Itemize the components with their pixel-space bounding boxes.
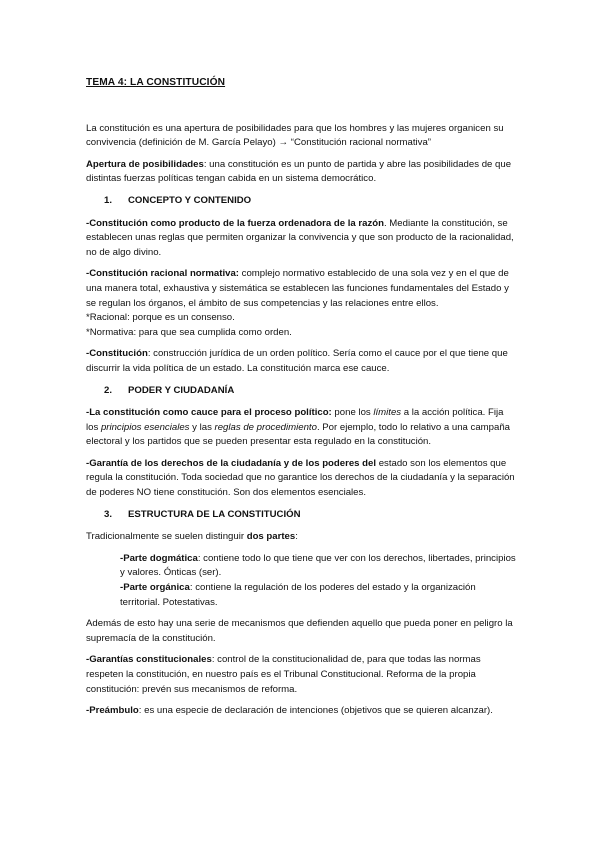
s3-preambulo-paragraph <box>86 704 516 719</box>
apertura-paragraph <box>86 158 516 187</box>
page-title: TEMA 4: LA CONSTITUCIÓN <box>86 77 226 88</box>
s1-p2-text: complejo normativo establecido de una sola vez y en el que de una manera total, exhaustiva y sistemática se establecen las funciones fundamentales del Estado y se regulan los órganos, el ámbito de sus competencias y las relaciones entre ellos. <box>86 268 509 309</box>
s2-p2-text: estado son los elementos que regula la constitución. Toda sociedad que no garantice los derechos de la ciudadanía y la separación de poderes NO tiene constitución. Son dos elementos esenciales. <box>86 457 515 499</box>
s1-racional-line: *Racional: porque es un consenso. <box>86 312 235 324</box>
s2-p1-text-d: . Por ejemplo, todo lo relativo a una campaña electoral y los partidos que se pueden presentar esta regulado en la constitución. <box>86 421 510 448</box>
s1-paragraph-3 <box>86 347 516 376</box>
s3-trad-text-a: Tradicionalmente se suelen distinguir <box>86 531 247 543</box>
s2-p1-text-a: pone los <box>331 407 374 419</box>
s3-pre-text: : es una especie de declaración de intenciones (objetivos que se quieren alcanzar). <box>138 705 493 717</box>
s3-org-label: -Parte orgánica <box>120 582 190 594</box>
s2-p2-label: -Garantía de los derechos de la ciudadanía y de los poderes del <box>86 457 377 469</box>
s3-dog-text: : contiene todo lo que tiene que ver con los derechos, libertades, principios y valores. Ónticas (ser). <box>120 552 516 579</box>
s2-p1-label: -La constitución como cauce para el proceso político: <box>86 407 332 419</box>
s2-paragraph-2 <box>86 457 516 501</box>
s1-p1-text: . Mediante la constitución, se establecen unas reglas que permiten organizar la convivencia y que son producto de la racionalidad, no de algo divino. <box>86 217 514 258</box>
s2-p1-reglas: reglas de procedimiento <box>214 421 317 433</box>
s3-parte-dogmatica <box>86 552 516 581</box>
s3-pre-label: -Preámbulo <box>86 705 139 717</box>
s2-p1-limites: límites <box>373 407 402 419</box>
s1-paragraph-2 <box>86 267 516 311</box>
s1-p2-label: -Constitución racional normativa: <box>86 268 239 280</box>
s3-ademas-paragraph: Además de esto hay una serie de mecanismos que defienden aquello que pueda poner en peligro la supremacía de la constitución. <box>86 618 513 644</box>
s3-dog-label: -Parte dogmática <box>120 552 198 564</box>
s1-paragraph-1 <box>86 217 516 261</box>
s1-p1-label: -Constitución como producto de la fuerza ordenadora de la razón <box>86 217 384 229</box>
s3-gar-label: -Garantías constitucionales <box>86 654 212 666</box>
section-number: 2. <box>104 384 113 396</box>
section-title: CONCEPTO Y CONTENIDO <box>128 194 252 206</box>
s3-tradicionalmente <box>86 530 516 545</box>
s1-p3-text: : construcción jurídica de un orden político. Sería como el cauce por el que tiene que discurrir la vida política de un estado. La constitución marca ese cauce. <box>86 348 508 374</box>
section-title: ESTRUCTURA DE LA CONSTITUCIÓN <box>128 508 301 520</box>
apertura-label: Apertura de posibilidades <box>86 158 204 170</box>
s2-p1-text-c: y las <box>189 421 215 433</box>
document-body <box>86 76 516 726</box>
s3-gar-text: : control de la constitucionalidad de, para que todas las normas respeten la constitución, en nuestro país es el Tribunal Constitucional. Reforma de la propia constitución: prevén sus mecanismos de reforma. <box>86 654 481 695</box>
s2-p1-text-b: a la acción política. Fija los <box>86 407 504 433</box>
intro-paragraph: La constitución es una apertura de posibilidades para que los hombres y las mujeres organicen su convivencia (definición de M. García Pelayo) → “Constitución racional normativa” <box>86 122 504 149</box>
section-heading-2 <box>86 384 516 399</box>
section-number: 1. <box>104 194 113 206</box>
s2-p1-principios: principios esenciales <box>100 421 190 433</box>
s3-org-text: : contiene la regulación de los poderes del estado y la organización territorial. Potestativas. <box>120 582 476 608</box>
section-title: PODER Y CIUDADANÍA <box>128 384 235 396</box>
section-heading-1 <box>86 194 516 209</box>
section-heading-3 <box>86 508 516 523</box>
section-number: 3. <box>104 508 113 520</box>
s3-dos-partes: dos partes <box>246 531 296 543</box>
s3-trad-text-c: : <box>295 531 298 543</box>
s2-paragraph-1 <box>86 406 516 450</box>
apertura-text: : una constitución es un punto de partida y abre las posibilidades de que distintas fuerzas políticas tengan cabida en un sistema democrático. <box>86 158 512 185</box>
s3-garantias-paragraph <box>86 653 516 697</box>
s1-p3-label: -Constitución <box>86 348 148 360</box>
s3-parte-organica <box>86 581 516 610</box>
s1-normativa-line: *Normativa: para que sea cumplida como orden. <box>86 326 292 338</box>
